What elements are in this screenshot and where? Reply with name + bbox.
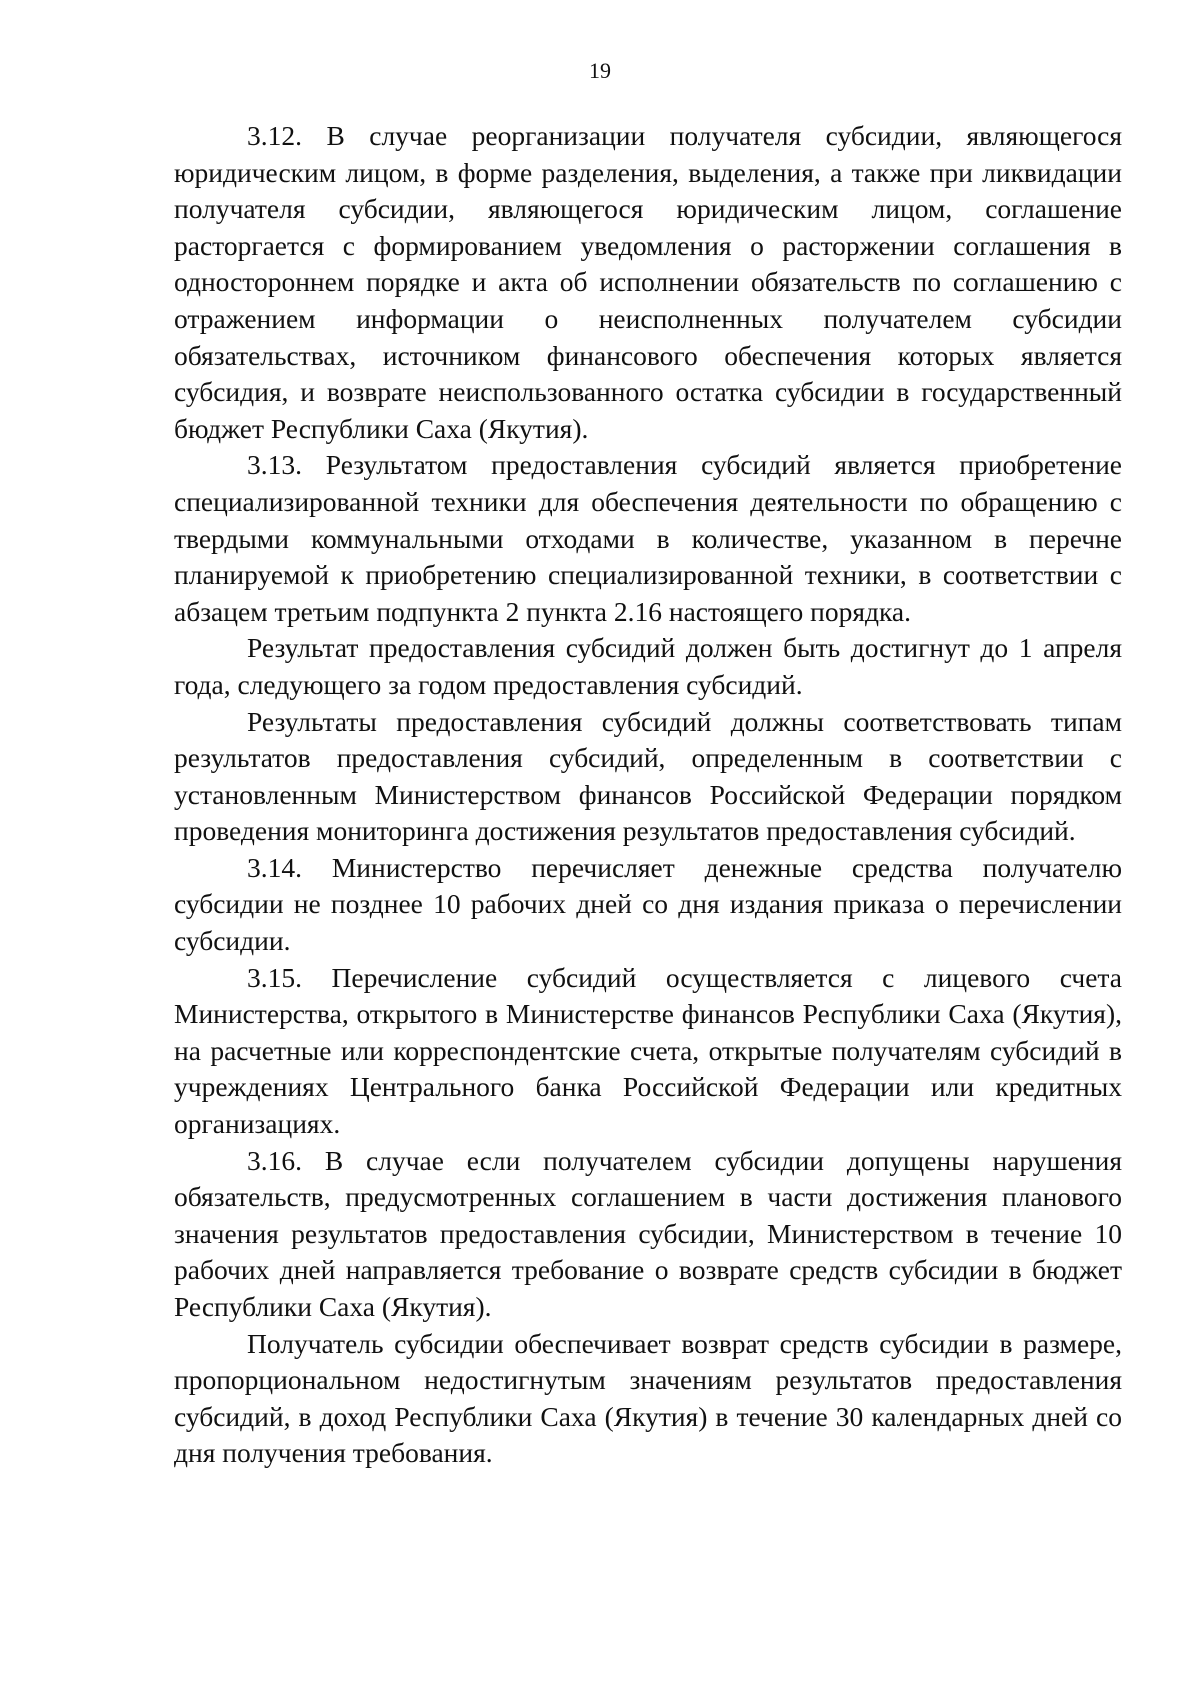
paragraph-refund: Получатель субсидии обеспечивает возврат средств субсидии в размере, пропорциональном недостигнутым значениям результатов предоставления субсидий, в доход Республики Саха (Якутия) в течение 30 календарных дней со дня получения требования.: [174, 1327, 1122, 1469]
paragraph-result-types: Результаты предоставления субсидий должны соответствовать типам результатов предоставления субсидий, определенным в соответствии с установленным Министерством финансов Российской Федерации порядком проведения мониторинга достижения результатов предоставления субсидий.: [174, 705, 1122, 847]
paragraph-3-14: 3.14. Министерство перечисляет денежные средства получателю субсидии не позднее 10 рабочих дней со дня издания приказа о перечислении субсидии.: [174, 851, 1122, 957]
page-number: 19: [589, 58, 611, 83]
paragraph-3-16: 3.16. В случае если получателем субсидии допущены нарушения обязательств, предусмотренных соглашением в части достижения планового значения результатов предоставления субсидии, Министерством в течение 10 рабочих дней направляется требование о возврате средств субсидии в бюджет Республики Саха (Якутия).: [174, 1144, 1122, 1322]
paragraph-result-deadline: Результат предоставления субсидий должен быть достигнут до 1 апреля года, следующего за годом предоставления субсидий.: [174, 632, 1122, 700]
document-body: [174, 118, 1122, 1472]
paragraph-3-13: 3.13. Результатом предоставления субсидий является приобретение специализированной техники для обеспечения деятельности по обращению с твердыми коммунальными отходами в количестве, указанном в перечне планируемой к приобретению специализированной техники, в соответствии с абзацем третьим подпункта 2 пункта 2.16 настоящего порядка.: [174, 449, 1122, 627]
paragraph-3-12: 3.12. В случае реорганизации получателя субсидии, являющегося юридическим лицом, в форме разделения, выделения, а также при ликвидации получателя субсидии, являющегося юридическим лицом, соглашение расторгается с формированием уведомления о расторжении соглашения в одностороннем порядке и акта об исполнении обязательств по соглашению с отражением информации о неисполненных получателем субсидии обязательствах, источником финансового обеспечения которых является субсидия, и возврате неиспользованного остатка субсидии в государственный бюджет Республики Саха (Якутия).: [174, 120, 1122, 444]
paragraph-3-15: 3.15. Перечисление субсидий осуществляется с лицевого счета Министерства, открытого в Министерстве финансов Республики Саха (Якутия), на расчетные или корреспондентские счета, открытые получателям субсидий в учреждениях Центрального банка Российской Федерации или кредитных организациях.: [174, 961, 1122, 1140]
